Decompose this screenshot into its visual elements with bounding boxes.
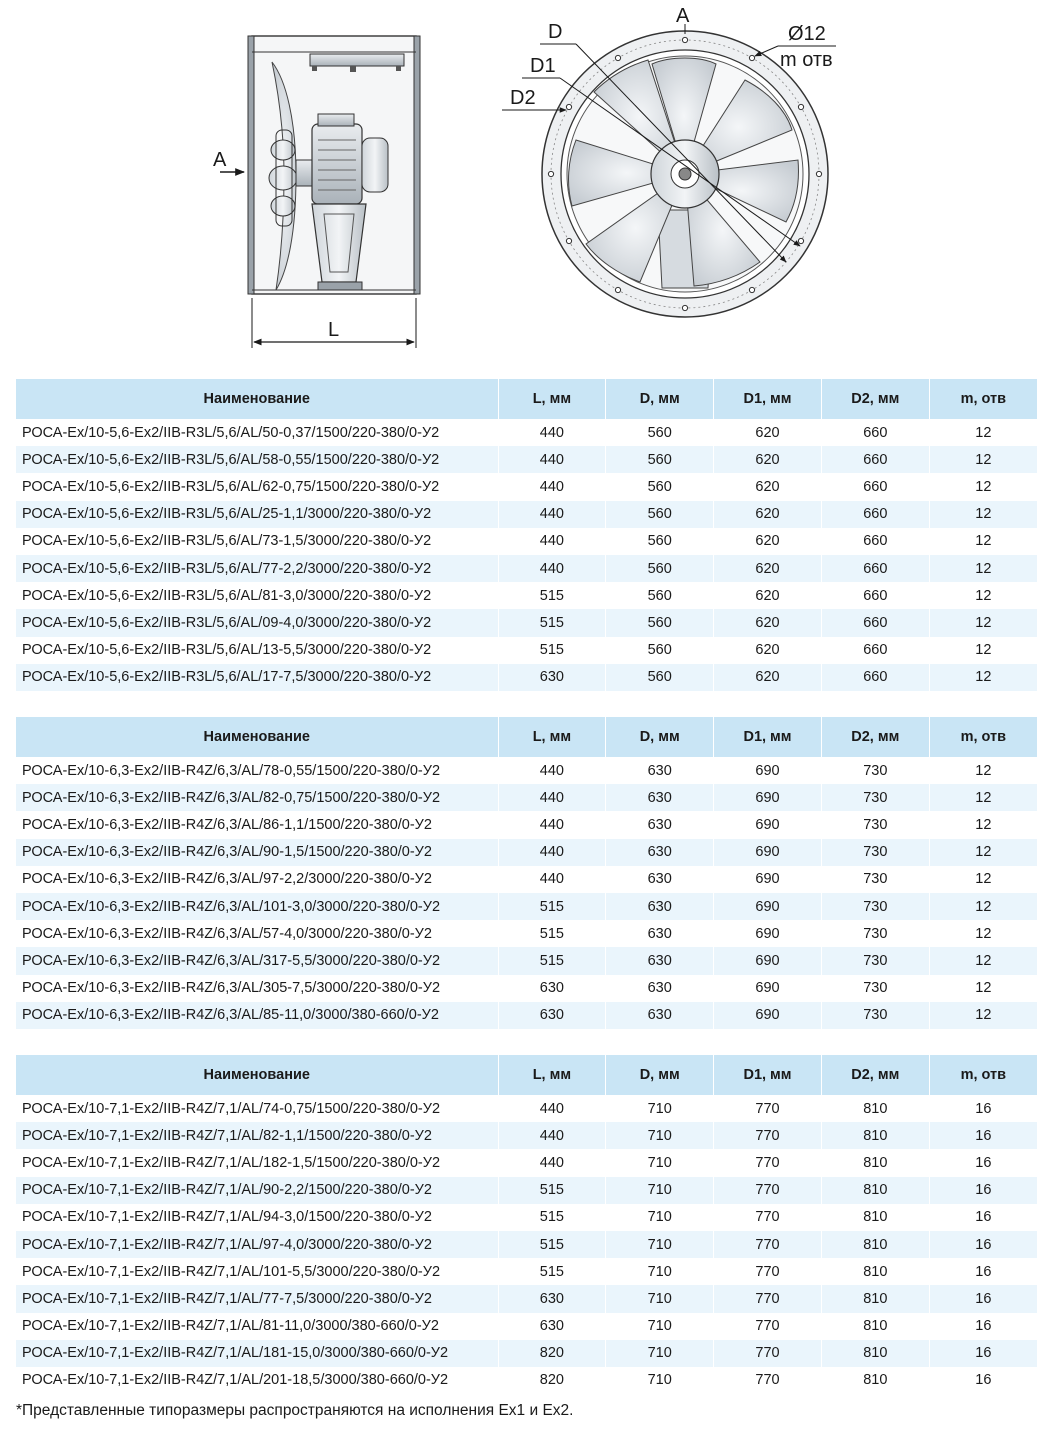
spec-table-7-1 bbox=[16, 1055, 1037, 1394]
table-cell: 515 bbox=[498, 609, 606, 636]
table-row bbox=[16, 1204, 1037, 1231]
table-cell: 440 bbox=[498, 811, 606, 838]
table-row bbox=[16, 1285, 1037, 1312]
table-cell: 730 bbox=[821, 975, 929, 1002]
table-cell: 12 bbox=[929, 419, 1037, 446]
table-cell: 660 bbox=[821, 446, 929, 473]
table-cell: 810 bbox=[821, 1204, 929, 1231]
table-cell: 620 bbox=[714, 501, 822, 528]
table-cell: 12 bbox=[929, 1002, 1037, 1029]
table-cell: 770 bbox=[714, 1149, 822, 1176]
table-cell: 16 bbox=[929, 1285, 1037, 1312]
table-cell: 660 bbox=[821, 637, 929, 664]
table-cell: 810 bbox=[821, 1149, 929, 1176]
table-cell: 630 bbox=[606, 839, 714, 866]
hole-diameter-label: Ø12 bbox=[788, 23, 826, 45]
model-name-cell: РОСА-Ex/10-6,3-Ex2/IIB-R4Z/6,3/AL/57-4,0/3000/220-380/0-У2 bbox=[16, 920, 498, 947]
table-cell: 710 bbox=[606, 1367, 714, 1394]
table-cell: 440 bbox=[498, 784, 606, 811]
table-cell: 620 bbox=[714, 664, 822, 691]
hole-count-label: m отв bbox=[780, 49, 833, 71]
model-name-cell: РОСА-Ex/10-6,3-Ex2/IIB-R4Z/6,3/AL/85-11,0/3000/380-660/0-У2 bbox=[16, 1002, 498, 1029]
table-cell: 560 bbox=[606, 446, 714, 473]
table-cell: 515 bbox=[498, 582, 606, 609]
table-header-row bbox=[16, 717, 1037, 757]
table-row bbox=[16, 582, 1037, 609]
column-header: Наименование bbox=[16, 379, 498, 419]
table-cell: 515 bbox=[498, 1231, 606, 1258]
model-name-cell: РОСА-Ex/10-7,1-Ex2/IIB-R4Z/7,1/AL/181-15,0/3000/380-660/0-У2 bbox=[16, 1340, 498, 1367]
model-name-cell: РОСА-Ex/10-6,3-Ex2/IIB-R4Z/6,3/AL/305-7,5/3000/220-380/0-У2 bbox=[16, 975, 498, 1002]
side-view-arrow-label: A bbox=[213, 149, 227, 171]
table-cell: 16 bbox=[929, 1122, 1037, 1149]
table-cell: 710 bbox=[606, 1340, 714, 1367]
table-cell: 810 bbox=[821, 1231, 929, 1258]
table-cell: 12 bbox=[929, 866, 1037, 893]
table-cell: 16 bbox=[929, 1095, 1037, 1122]
table-cell: 730 bbox=[821, 784, 929, 811]
table-row bbox=[16, 473, 1037, 500]
table-cell: 620 bbox=[714, 528, 822, 555]
table-header-row bbox=[16, 379, 1037, 419]
column-header: m, отв bbox=[929, 1055, 1037, 1095]
model-name-cell: РОСА-Ex/10-5,6-Ex2/IIB-R3L/5,6/AL/17-7,5/3000/220-380/0-У2 bbox=[16, 664, 498, 691]
table-cell: 770 bbox=[714, 1122, 822, 1149]
table-row bbox=[16, 1149, 1037, 1176]
model-name-cell: РОСА-Ex/10-7,1-Ex2/IIB-R4Z/7,1/AL/74-0,75/1500/220-380/0-У2 bbox=[16, 1095, 498, 1122]
table-cell: 16 bbox=[929, 1367, 1037, 1394]
model-name-cell: РОСА-Ex/10-7,1-Ex2/IIB-R4Z/7,1/AL/77-7,5/3000/220-380/0-У2 bbox=[16, 1285, 498, 1312]
model-name-cell: РОСА-Ex/10-6,3-Ex2/IIB-R4Z/6,3/AL/86-1,1/1500/220-380/0-У2 bbox=[16, 811, 498, 838]
table-cell: 440 bbox=[498, 501, 606, 528]
table-cell: 730 bbox=[821, 920, 929, 947]
model-name-cell: РОСА-Ex/10-6,3-Ex2/IIB-R4Z/6,3/AL/317-5,5/3000/220-380/0-У2 bbox=[16, 947, 498, 974]
table-cell: 730 bbox=[821, 757, 929, 784]
table-cell: 710 bbox=[606, 1177, 714, 1204]
table-row bbox=[16, 811, 1037, 838]
model-name-cell: РОСА-Ex/10-7,1-Ex2/IIB-R4Z/7,1/AL/81-11,0/3000/380-660/0-У2 bbox=[16, 1313, 498, 1340]
column-header: Наименование bbox=[16, 1055, 498, 1095]
table-row bbox=[16, 609, 1037, 636]
table-cell: 810 bbox=[821, 1340, 929, 1367]
model-name-cell: РОСА-Ex/10-5,6-Ex2/IIB-R3L/5,6/AL/58-0,55/1500/220-380/0-У2 bbox=[16, 446, 498, 473]
table-cell: 560 bbox=[606, 555, 714, 582]
table-cell: 690 bbox=[714, 947, 822, 974]
table-cell: 690 bbox=[714, 975, 822, 1002]
table-cell: 690 bbox=[714, 893, 822, 920]
column-header: m, отв bbox=[929, 717, 1037, 757]
model-name-cell: РОСА-Ex/10-7,1-Ex2/IIB-R4Z/7,1/AL/201-18,5/3000/380-660/0-У2 bbox=[16, 1367, 498, 1394]
table-row bbox=[16, 1095, 1037, 1122]
model-name-cell: РОСА-Ex/10-7,1-Ex2/IIB-R4Z/7,1/AL/97-4,0/3000/220-380/0-У2 bbox=[16, 1231, 498, 1258]
column-header: Наименование bbox=[16, 717, 498, 757]
model-name-cell: РОСА-Ex/10-5,6-Ex2/IIB-R3L/5,6/AL/09-4,0/3000/220-380/0-У2 bbox=[16, 609, 498, 636]
table-cell: 560 bbox=[606, 664, 714, 691]
table-cell: 12 bbox=[929, 664, 1037, 691]
table-cell: 560 bbox=[606, 582, 714, 609]
model-name-cell: РОСА-Ex/10-5,6-Ex2/IIB-R3L/5,6/AL/50-0,37/1500/220-380/0-У2 bbox=[16, 419, 498, 446]
table-cell: 690 bbox=[714, 784, 822, 811]
diameter-d2-label: D2 bbox=[510, 87, 536, 109]
table-cell: 660 bbox=[821, 582, 929, 609]
table-cell: 820 bbox=[498, 1367, 606, 1394]
model-name-cell: РОСА-Ex/10-7,1-Ex2/IIB-R4Z/7,1/AL/90-2,2/1500/220-380/0-У2 bbox=[16, 1177, 498, 1204]
table-cell: 770 bbox=[714, 1258, 822, 1285]
table-cell: 660 bbox=[821, 664, 929, 691]
model-name-cell: РОСА-Ex/10-7,1-Ex2/IIB-R4Z/7,1/AL/182-1,5/1500/220-380/0-У2 bbox=[16, 1149, 498, 1176]
table-cell: 440 bbox=[498, 757, 606, 784]
table-cell: 630 bbox=[498, 1313, 606, 1340]
table-cell: 630 bbox=[606, 784, 714, 811]
spec-table-6-3 bbox=[16, 717, 1037, 1029]
side-view-drawing bbox=[213, 36, 420, 348]
table-cell: 560 bbox=[606, 637, 714, 664]
table-cell: 560 bbox=[606, 419, 714, 446]
model-name-cell: РОСА-Ex/10-6,3-Ex2/IIB-R4Z/6,3/AL/78-0,55/1500/220-380/0-У2 bbox=[16, 757, 498, 784]
table-cell: 810 bbox=[821, 1313, 929, 1340]
table-cell: 770 bbox=[714, 1285, 822, 1312]
table-cell: 515 bbox=[498, 920, 606, 947]
table-cell: 620 bbox=[714, 637, 822, 664]
column-header: D, мм bbox=[606, 717, 714, 757]
table-row bbox=[16, 920, 1037, 947]
table-cell: 12 bbox=[929, 528, 1037, 555]
table-cell: 630 bbox=[606, 947, 714, 974]
table-cell: 12 bbox=[929, 501, 1037, 528]
table-cell: 12 bbox=[929, 609, 1037, 636]
table-cell: 660 bbox=[821, 609, 929, 636]
column-header: D2, мм bbox=[821, 717, 929, 757]
table-row bbox=[16, 893, 1037, 920]
table-row bbox=[16, 866, 1037, 893]
table-cell: 12 bbox=[929, 637, 1037, 664]
table-cell: 440 bbox=[498, 446, 606, 473]
table-cell: 730 bbox=[821, 866, 929, 893]
table-row bbox=[16, 947, 1037, 974]
model-name-cell: РОСА-Ex/10-5,6-Ex2/IIB-R3L/5,6/AL/73-1,5/3000/220-380/0-У2 bbox=[16, 528, 498, 555]
table-cell: 515 bbox=[498, 1258, 606, 1285]
table-cell: 12 bbox=[929, 920, 1037, 947]
column-header: m, отв bbox=[929, 379, 1037, 419]
table-cell: 630 bbox=[606, 975, 714, 1002]
table-row bbox=[16, 1177, 1037, 1204]
table-cell: 820 bbox=[498, 1340, 606, 1367]
table-cell: 690 bbox=[714, 920, 822, 947]
column-header: L, мм bbox=[498, 717, 606, 757]
table-row bbox=[16, 784, 1037, 811]
table-cell: 440 bbox=[498, 419, 606, 446]
table-cell: 660 bbox=[821, 528, 929, 555]
table-cell: 630 bbox=[606, 811, 714, 838]
model-name-cell: РОСА-Ex/10-5,6-Ex2/IIB-R3L/5,6/AL/25-1,1/3000/220-380/0-У2 bbox=[16, 501, 498, 528]
table-cell: 440 bbox=[498, 1122, 606, 1149]
table-cell: 770 bbox=[714, 1177, 822, 1204]
table-cell: 730 bbox=[821, 1002, 929, 1029]
table-row bbox=[16, 501, 1037, 528]
table-cell: 660 bbox=[821, 473, 929, 500]
table-row bbox=[16, 446, 1037, 473]
table-cell: 440 bbox=[498, 473, 606, 500]
table-cell: 770 bbox=[714, 1095, 822, 1122]
table-row bbox=[16, 528, 1037, 555]
table-cell: 660 bbox=[821, 419, 929, 446]
table-row bbox=[16, 419, 1037, 446]
table-cell: 440 bbox=[498, 839, 606, 866]
table-cell: 16 bbox=[929, 1313, 1037, 1340]
diameter-d-label: D bbox=[548, 21, 563, 43]
table-cell: 440 bbox=[498, 1149, 606, 1176]
table-cell: 690 bbox=[714, 757, 822, 784]
table-cell: 730 bbox=[821, 893, 929, 920]
column-header: D2, мм bbox=[821, 1055, 929, 1095]
table-cell: 710 bbox=[606, 1285, 714, 1312]
table-cell: 660 bbox=[821, 501, 929, 528]
table-cell: 440 bbox=[498, 555, 606, 582]
table-cell: 690 bbox=[714, 811, 822, 838]
model-name-cell: РОСА-Ex/10-6,3-Ex2/IIB-R4Z/6,3/AL/101-3,0/3000/220-380/0-У2 bbox=[16, 893, 498, 920]
model-name-cell: РОСА-Ex/10-6,3-Ex2/IIB-R4Z/6,3/AL/90-1,5/1500/220-380/0-У2 bbox=[16, 839, 498, 866]
table-cell: 560 bbox=[606, 473, 714, 500]
model-name-cell: РОСА-Ex/10-6,3-Ex2/IIB-R4Z/6,3/AL/82-0,75/1500/220-380/0-У2 bbox=[16, 784, 498, 811]
table-cell: 560 bbox=[606, 528, 714, 555]
table-cell: 12 bbox=[929, 975, 1037, 1002]
table-cell: 810 bbox=[821, 1258, 929, 1285]
table-cell: 440 bbox=[498, 866, 606, 893]
model-name-cell: РОСА-Ex/10-7,1-Ex2/IIB-R4Z/7,1/AL/82-1,1/1500/220-380/0-У2 bbox=[16, 1122, 498, 1149]
table-cell: 710 bbox=[606, 1122, 714, 1149]
table-cell: 630 bbox=[606, 893, 714, 920]
table-cell: 730 bbox=[821, 947, 929, 974]
table-cell: 730 bbox=[821, 839, 929, 866]
table-cell: 515 bbox=[498, 893, 606, 920]
table-header-row bbox=[16, 1055, 1037, 1095]
table-cell: 710 bbox=[606, 1313, 714, 1340]
table-cell: 630 bbox=[606, 866, 714, 893]
table-cell: 12 bbox=[929, 582, 1037, 609]
table-cell: 630 bbox=[606, 1002, 714, 1029]
table-cell: 630 bbox=[498, 975, 606, 1002]
table-row bbox=[16, 664, 1037, 691]
table-cell: 16 bbox=[929, 1258, 1037, 1285]
table-cell: 12 bbox=[929, 446, 1037, 473]
table-cell: 12 bbox=[929, 555, 1037, 582]
table-cell: 12 bbox=[929, 757, 1037, 784]
table-cell: 630 bbox=[498, 1285, 606, 1312]
model-name-cell: РОСА-Ex/10-7,1-Ex2/IIB-R4Z/7,1/AL/94-3,0/1500/220-380/0-У2 bbox=[16, 1204, 498, 1231]
model-name-cell: РОСА-Ex/10-5,6-Ex2/IIB-R3L/5,6/AL/81-3,0/3000/220-380/0-У2 bbox=[16, 582, 498, 609]
length-dimension-label: L bbox=[328, 319, 340, 341]
table-row bbox=[16, 1231, 1037, 1258]
column-header: D, мм bbox=[606, 379, 714, 419]
table-cell: 770 bbox=[714, 1231, 822, 1258]
table-cell: 710 bbox=[606, 1204, 714, 1231]
table-cell: 770 bbox=[714, 1204, 822, 1231]
table-cell: 810 bbox=[821, 1177, 929, 1204]
table-cell: 630 bbox=[498, 1002, 606, 1029]
table-row bbox=[16, 1340, 1037, 1367]
table-cell: 440 bbox=[498, 528, 606, 555]
table-cell: 12 bbox=[929, 473, 1037, 500]
table-cell: 770 bbox=[714, 1340, 822, 1367]
model-name-cell: РОСА-Ex/10-5,6-Ex2/IIB-R3L/5,6/AL/77-2,2/3000/220-380/0-У2 bbox=[16, 555, 498, 582]
table-cell: 630 bbox=[606, 920, 714, 947]
table-row bbox=[16, 1122, 1037, 1149]
column-header: D1, мм bbox=[714, 717, 822, 757]
table-cell: 12 bbox=[929, 839, 1037, 866]
table-cell: 12 bbox=[929, 893, 1037, 920]
table-cell: 710 bbox=[606, 1149, 714, 1176]
table-cell: 710 bbox=[606, 1095, 714, 1122]
table-cell: 810 bbox=[821, 1367, 929, 1394]
table-cell: 560 bbox=[606, 609, 714, 636]
footnote: *Представленные типоразмеры распространяются на исполнения Ex1 и Ex2. bbox=[16, 1402, 574, 1419]
model-name-cell: РОСА-Ex/10-6,3-Ex2/IIB-R4Z/6,3/AL/97-2,2/3000/220-380/0-У2 bbox=[16, 866, 498, 893]
table-cell: 620 bbox=[714, 609, 822, 636]
table-cell: 690 bbox=[714, 839, 822, 866]
table-cell: 16 bbox=[929, 1177, 1037, 1204]
table-cell: 16 bbox=[929, 1149, 1037, 1176]
column-header: D1, мм bbox=[714, 1055, 822, 1095]
table-cell: 810 bbox=[821, 1122, 929, 1149]
column-header: L, мм bbox=[498, 379, 606, 419]
front-view-drawing bbox=[502, 5, 836, 317]
spec-table-5-6 bbox=[16, 379, 1037, 691]
table-cell: 515 bbox=[498, 947, 606, 974]
table-cell: 660 bbox=[821, 555, 929, 582]
table-cell: 620 bbox=[714, 555, 822, 582]
column-header: D1, мм bbox=[714, 379, 822, 419]
table-cell: 16 bbox=[929, 1204, 1037, 1231]
table-row bbox=[16, 839, 1037, 866]
table-cell: 810 bbox=[821, 1095, 929, 1122]
table-cell: 515 bbox=[498, 1204, 606, 1231]
table-row bbox=[16, 1313, 1037, 1340]
table-cell: 515 bbox=[498, 637, 606, 664]
table-cell: 620 bbox=[714, 446, 822, 473]
table-cell: 730 bbox=[821, 811, 929, 838]
table-row bbox=[16, 1258, 1037, 1285]
table-cell: 620 bbox=[714, 582, 822, 609]
table-cell: 630 bbox=[606, 757, 714, 784]
table-row bbox=[16, 1367, 1037, 1394]
table-cell: 16 bbox=[929, 1231, 1037, 1258]
model-name-cell: РОСА-Ex/10-7,1-Ex2/IIB-R4Z/7,1/AL/101-5,5/3000/220-380/0-У2 bbox=[16, 1258, 498, 1285]
table-cell: 770 bbox=[714, 1313, 822, 1340]
table-cell: 810 bbox=[821, 1285, 929, 1312]
table-cell: 16 bbox=[929, 1340, 1037, 1367]
front-view-a-label: A bbox=[676, 5, 690, 27]
table-cell: 440 bbox=[498, 1095, 606, 1122]
table-cell: 560 bbox=[606, 501, 714, 528]
table-cell: 620 bbox=[714, 473, 822, 500]
table-cell: 690 bbox=[714, 1002, 822, 1029]
diameter-d1-label: D1 bbox=[530, 55, 556, 77]
table-row bbox=[16, 555, 1037, 582]
table-cell: 710 bbox=[606, 1231, 714, 1258]
column-header: L, мм bbox=[498, 1055, 606, 1095]
column-header: D, мм bbox=[606, 1055, 714, 1095]
table-row bbox=[16, 637, 1037, 664]
model-name-cell: РОСА-Ex/10-5,6-Ex2/IIB-R3L/5,6/AL/62-0,75/1500/220-380/0-У2 bbox=[16, 473, 498, 500]
table-cell: 12 bbox=[929, 947, 1037, 974]
table-row bbox=[16, 975, 1037, 1002]
table-row bbox=[16, 1002, 1037, 1029]
model-name-cell: РОСА-Ex/10-5,6-Ex2/IIB-R3L/5,6/AL/13-5,5/3000/220-380/0-У2 bbox=[16, 637, 498, 664]
technical-drawings bbox=[0, 0, 1053, 360]
table-cell: 690 bbox=[714, 866, 822, 893]
table-cell: 630 bbox=[498, 664, 606, 691]
table-cell: 710 bbox=[606, 1258, 714, 1285]
table-cell: 770 bbox=[714, 1367, 822, 1394]
table-cell: 12 bbox=[929, 811, 1037, 838]
table-cell: 620 bbox=[714, 419, 822, 446]
table-row bbox=[16, 757, 1037, 784]
table-cell: 515 bbox=[498, 1177, 606, 1204]
column-header: D2, мм bbox=[821, 379, 929, 419]
table-cell: 12 bbox=[929, 784, 1037, 811]
